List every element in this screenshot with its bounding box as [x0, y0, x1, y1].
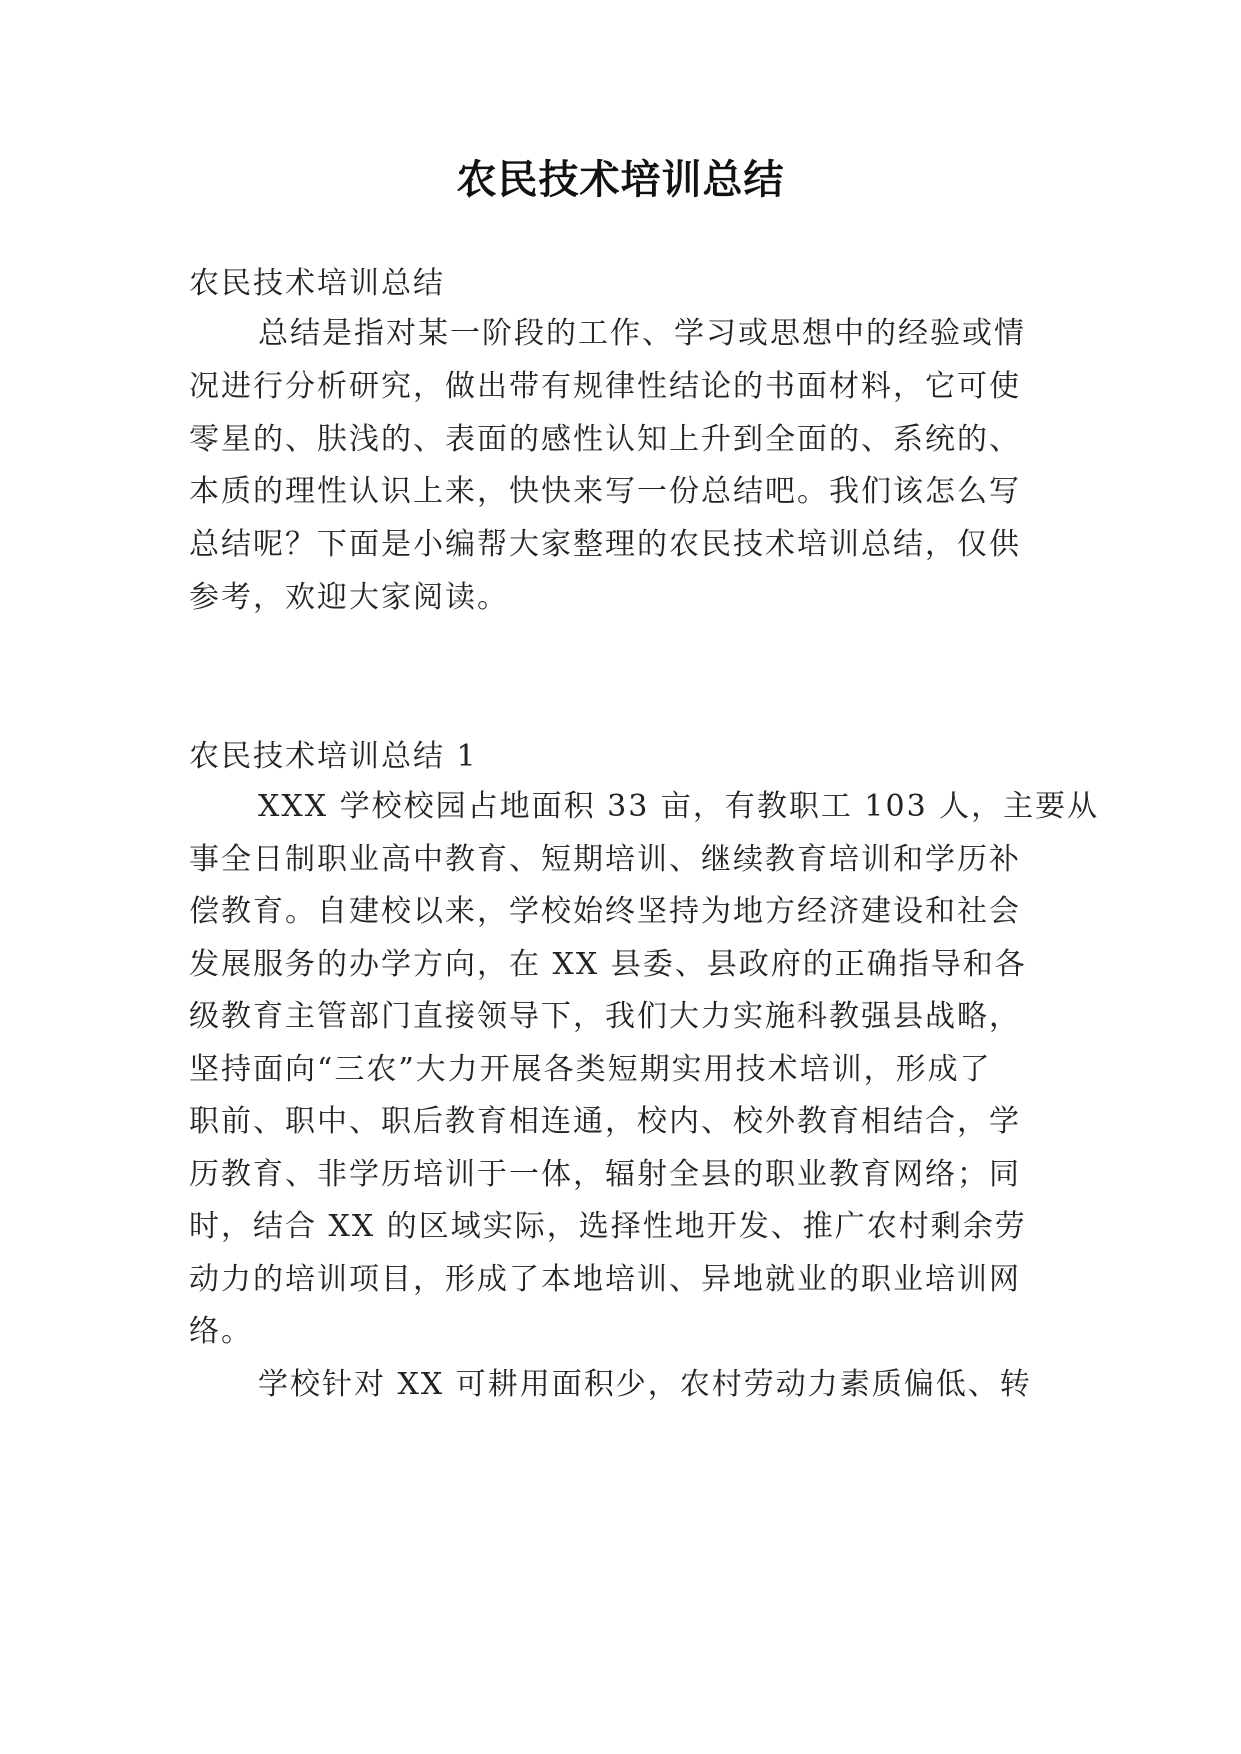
- paragraph-line: 坚持面向“三农”大力开展各类短期实用技术培训，形成了: [189, 1052, 992, 1087]
- paragraph-line: 时，结合 XX 的区域实际，选择性地开发、推广农村剩余劳: [189, 1209, 1027, 1244]
- page-title: 农民技术培训总结: [456, 157, 785, 203]
- paragraph-line: 级教育主管部门直接领导下，我们大力实施科教强县战略，: [189, 999, 1021, 1034]
- intro-line: 总结呢？下面是小编帮大家整理的农民技术培训总结，仅供: [189, 527, 1021, 562]
- paragraph-line: 历教育、非学历培训于一体，辐射全县的职业教育网络；同: [189, 1157, 1021, 1192]
- intro-line: 本质的理性认识上来，快快来写一份总结吧。我们该怎么写: [189, 474, 1021, 509]
- paragraph-line: 动力的培训项目，形成了本地培训、异地就业的职业培训网: [189, 1262, 1021, 1297]
- paragraph-line: 络。: [189, 1314, 253, 1349]
- document-subtitle: 农民技术培训总结: [189, 266, 445, 301]
- paragraph-line: 发展服务的办学方向，在 XX 县委、县政府的正确指导和各: [189, 947, 1027, 982]
- intro-line: 况进行分析研究，做出带有规律性结论的书面材料，它可使: [189, 369, 1021, 404]
- intro-line: 参考，欢迎大家阅读。: [189, 580, 509, 615]
- section-heading: 农民技术培训总结 1: [189, 739, 478, 774]
- intro-line: 总结是指对某一阶段的工作、学习或思想中的经验或情: [258, 316, 1026, 351]
- paragraph-line: 事全日制职业高中教育、短期培训、继续教育培训和学历补: [189, 842, 1021, 877]
- paragraph-line: 学校针对 XX 可耕用面积少，农村劳动力素质偏低、转: [258, 1367, 1032, 1402]
- paragraph-line: 职前、职中、职后教育相连通，校内、校外教育相结合，学: [189, 1104, 1021, 1139]
- intro-line: 零星的、肤浅的、表面的感性认知上升到全面的、系统的、: [189, 422, 1021, 457]
- paragraph-line: XXX 学校校园占地面积 33 亩，有教职工 103 人，主要从: [258, 789, 1100, 824]
- paragraph-line: 偿教育。自建校以来，学校始终坚持为地方经济建设和社会: [189, 894, 1021, 929]
